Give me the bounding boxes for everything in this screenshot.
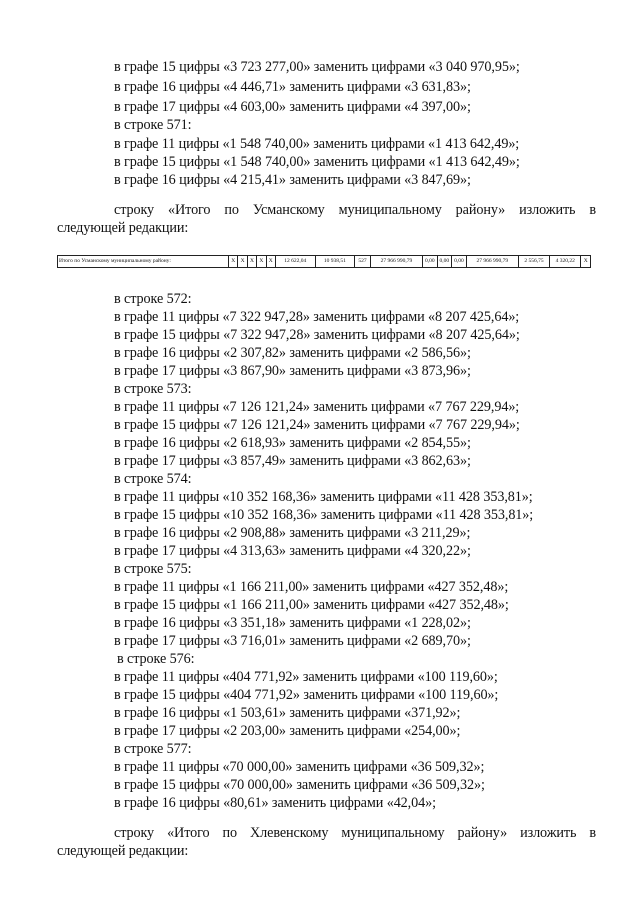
amendment-line: в графе 17 цифры «3 857,49» заменить цифрами «3 862,63»; xyxy=(114,453,471,469)
paragraph-line: следующей редакции: xyxy=(57,220,189,236)
amendment-line: в графе 16 цифры «80,61» заменить цифрами «42,04»; xyxy=(114,795,436,811)
amendment-line: в графе 15 цифры «7 322 947,28» заменить цифрами «8 207 425,64»; xyxy=(114,327,520,343)
table-cell: 0,00 xyxy=(452,256,467,268)
table-cell: 0,00 xyxy=(422,256,437,268)
table-cell: 10 938,51 xyxy=(315,256,355,268)
amendment-line: в графе 16 цифры «3 351,18» заменить цифрами «1 228,02»; xyxy=(114,615,471,631)
paragraph-line: следующей редакции: xyxy=(57,843,189,859)
table-cell: Х xyxy=(229,256,238,268)
amendment-line: в графе 17 цифры «4 603,00» заменить цифрами «4 397,00»; xyxy=(114,99,471,115)
amendment-line: в графе 11 цифры «7 126 121,24» заменить цифрами «7 767 229,94»; xyxy=(114,399,520,415)
amendment-line: в графе 15 цифры «1 548 740,00» заменить цифрами «1 413 642,49»; xyxy=(114,154,520,170)
amendment-line: в графе 15 цифры «3 723 277,00» заменить цифрами «3 040 970,95»; xyxy=(114,59,520,75)
amendment-line: в графе 16 цифры «2 618,93» заменить цифрами «2 854,55»; xyxy=(114,435,471,451)
row-heading: в строке 573: xyxy=(114,381,192,397)
row-heading: в строке 571: xyxy=(114,117,192,133)
amendment-line: в графе 16 цифры «1 503,61» заменить цифрами «371,92»; xyxy=(114,705,461,721)
table-cell: 27 966 990,79 xyxy=(370,256,422,268)
table-cell: Х xyxy=(247,256,256,268)
row-heading: в строке 572: xyxy=(114,291,192,307)
amendment-line: в графе 11 цифры «1 166 211,00» заменить цифрами «427 352,48»; xyxy=(114,579,509,595)
amendment-line: в графе 15 цифры «10 352 168,36» заменить цифрами «11 428 353,81»; xyxy=(114,507,534,523)
amendment-line: в графе 15 цифры «7 126 121,24» заменить цифрами «7 767 229,94»; xyxy=(114,417,520,433)
amendment-line: в графе 11 цифры «10 352 168,36» заменить цифрами «11 428 353,81»; xyxy=(114,489,533,505)
amendment-line: в графе 11 цифры «404 771,92» заменить цифрами «100 119,60»; xyxy=(114,669,498,685)
amendment-line: в графе 16 цифры «4 215,41» заменить цифрами «3 847,69»; xyxy=(114,172,471,188)
amendment-line: в графе 11 цифры «70 000,00» заменить цифрами «36 509,32»; xyxy=(114,759,485,775)
amendment-line: в графе 17 цифры «3 867,90» заменить цифрами «3 873,96»; xyxy=(114,363,471,379)
table-cell: Х xyxy=(581,256,591,268)
row-heading: в строке 574: xyxy=(114,471,192,487)
table-cell: 27 966 990,79 xyxy=(466,256,518,268)
amendment-line: в графе 16 цифры «4 446,71» заменить цифрами «3 631,83»; xyxy=(114,79,471,95)
table-cell: Х xyxy=(266,256,275,268)
amendment-line: в графе 17 цифры «3 716,01» заменить цифрами «2 689,70»; xyxy=(114,633,471,649)
amendment-line: в графе 16 цифры «2 307,82» заменить цифрами «2 586,56»; xyxy=(114,345,471,361)
amendment-line: в графе 17 цифры «4 313,63» заменить цифрами «4 320,22»; xyxy=(114,543,471,559)
amendment-line: в графе 16 цифры «2 908,88» заменить цифрами «3 211,29»; xyxy=(114,525,471,541)
paragraph-line: строку «Итого по Хлевенскому муниципальному району» изложить в xyxy=(114,825,596,841)
row-heading: в строке 575: xyxy=(114,561,192,577)
amendment-line: в графе 15 цифры «70 000,00» заменить цифрами «36 509,32»; xyxy=(114,777,485,793)
paragraph-line: строку «Итого по Усманскому муниципальному району» изложить в xyxy=(114,202,596,218)
row-heading: в строке 577: xyxy=(114,741,192,757)
amendment-line: в графе 17 цифры «2 203,00» заменить цифрами «254,00»; xyxy=(114,723,461,739)
table-cell: Х xyxy=(257,256,266,268)
table-cell: 527 xyxy=(355,256,371,268)
table-cell: Итого по Усманскому муниципальному району: xyxy=(58,256,229,268)
table-cell: 0,00 xyxy=(437,256,452,268)
amendment-line: в графе 15 цифры «1 166 211,00» заменить цифрами «427 352,48»; xyxy=(114,597,509,613)
amendment-line: в графе 11 цифры «1 548 740,00» заменить цифрами «1 413 642,49»; xyxy=(114,136,520,152)
table-row xyxy=(58,256,591,268)
table-cell: 4 320,22 xyxy=(550,256,581,268)
table-cell: 12 622,04 xyxy=(275,256,315,268)
amendment-line: в графе 15 цифры «404 771,92» заменить цифрами «100 119,60»; xyxy=(114,687,499,703)
amendment-line: в графе 11 цифры «7 322 947,28» заменить цифрами «8 207 425,64»; xyxy=(114,309,520,325)
total-row-table xyxy=(57,255,591,268)
table-cell: Х xyxy=(238,256,247,268)
row-heading: в строке 576: xyxy=(117,651,195,667)
table-cell: 2 556,75 xyxy=(518,256,549,268)
